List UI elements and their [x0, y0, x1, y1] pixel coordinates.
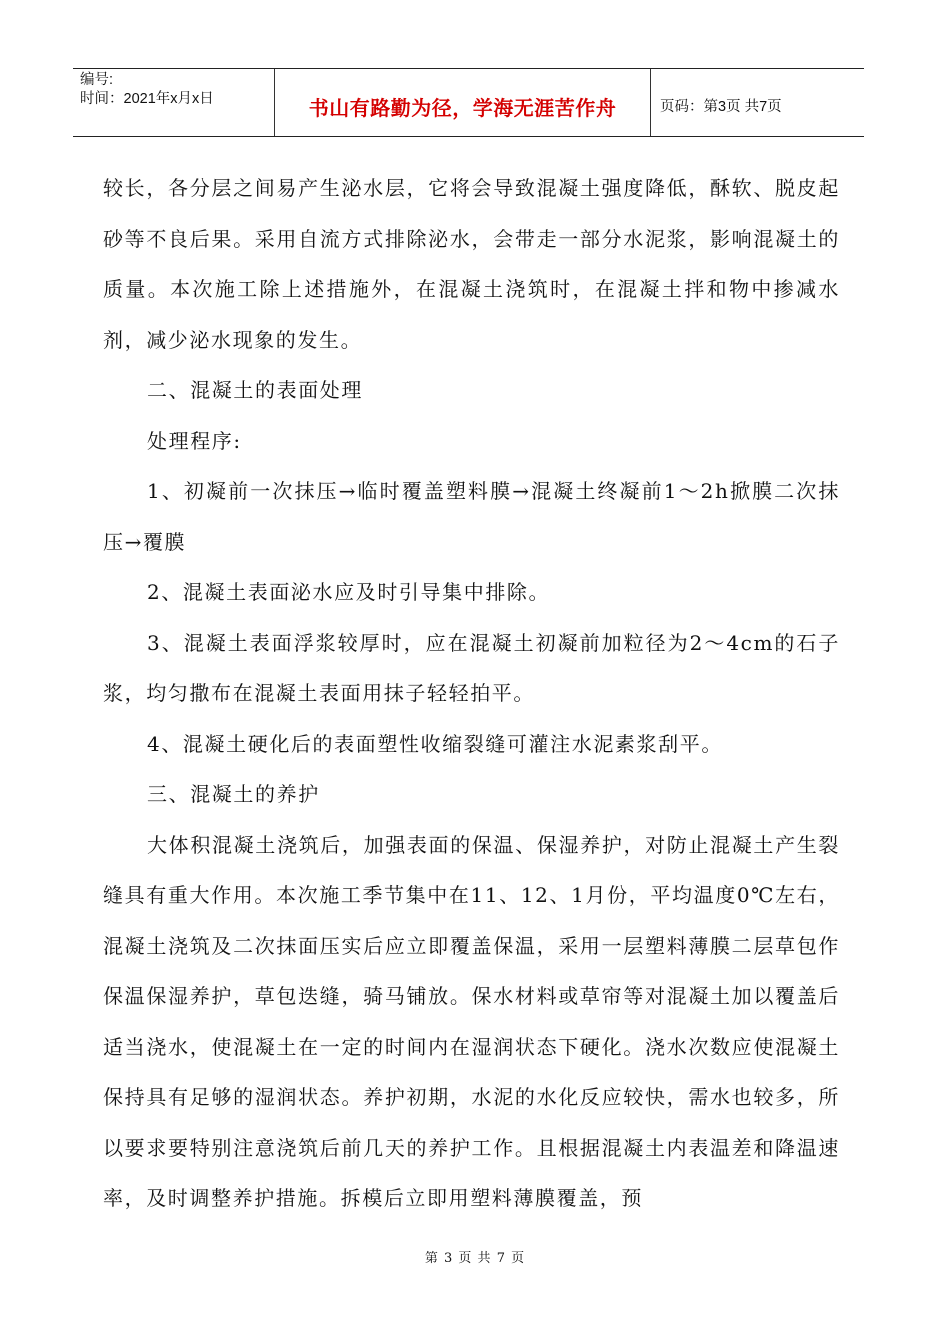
procedure-step-3: 3、混凝土表面浮浆较厚时，应在混凝土初凝前加粒径为2～4cm的石子浆，均匀撒布在混凝土表面用抹子轻轻拍平。 — [103, 630, 840, 705]
procedure-label: 处理程序: — [147, 428, 242, 453]
document-header — [73, 68, 864, 137]
header-motto: 书山有路勤为径，学海无涯苦作舟 — [308, 96, 617, 120]
document-date: 时间：2021年x月x日 — [80, 91, 214, 107]
procedure-step-4: 4、混凝土硬化后的表面塑性收缩裂缝可灌注水泥素浆刮平。 — [147, 731, 723, 756]
header-page-info: 页码：第3页 共7页 — [660, 99, 782, 115]
page-footer: 第 3 页 共 7 页 — [424, 1251, 526, 1266]
procedure-step-2: 2、混凝土表面泌水应及时引导集中排除。 — [147, 580, 551, 604]
document-body — [103, 163, 840, 1224]
header-meta — [73, 69, 275, 136]
procedure-step-1: 1、初凝前一次抹压→临时覆盖塑料膜→混凝土终凝前1～2h掀膜二次抹压→覆膜 — [103, 479, 840, 554]
section-heading-curing: 三、混凝土的养护 — [147, 782, 320, 806]
body-paragraph-curing: 大体积混凝土浇筑后，加强表面的保温、保湿养护，对防止混凝土产生裂缝具有重大作用。本次施工季节集中在11、12、1月份，平均温度0℃左右，混凝土浇筑及二次抹面压实后应立即覆盖保温，采用一层塑料薄膜二层草包作保温保湿养护，草包迭缝，骑马铺放。保水材料或草帘等对混凝土加以覆盖后适当浇水，使混凝土在一定的时间内在湿润状态下硬化。浇水次数应使混凝土保持具有足够的湿润状态。养护初期，水泥的水化反应较快，需水也较多，所以要求要特别注意浇筑后前几天的养护工作。且根据混凝土内表温差和降温速率，及时调整养护措施。拆模后立即用塑料薄膜覆盖，预 — [103, 832, 840, 1210]
document-number-label: 编号: — [80, 72, 114, 88]
section-heading-surface-treatment: 二、混凝土的表面处理 — [147, 378, 363, 402]
header-motto-cell — [275, 69, 651, 136]
body-paragraph: 较长，各分层之间易产生泌水层，它将会导致混凝土强度降低，酥软、脱皮起砂等不良后果。采用自流方式排除泌水，会带走一部分水泥浆，影响混凝土的质量。本次施工除上述措施外，在混凝土浇筑时，在混凝土拌和物中掺减水剂，减少泌水现象的发生。 — [103, 176, 840, 352]
